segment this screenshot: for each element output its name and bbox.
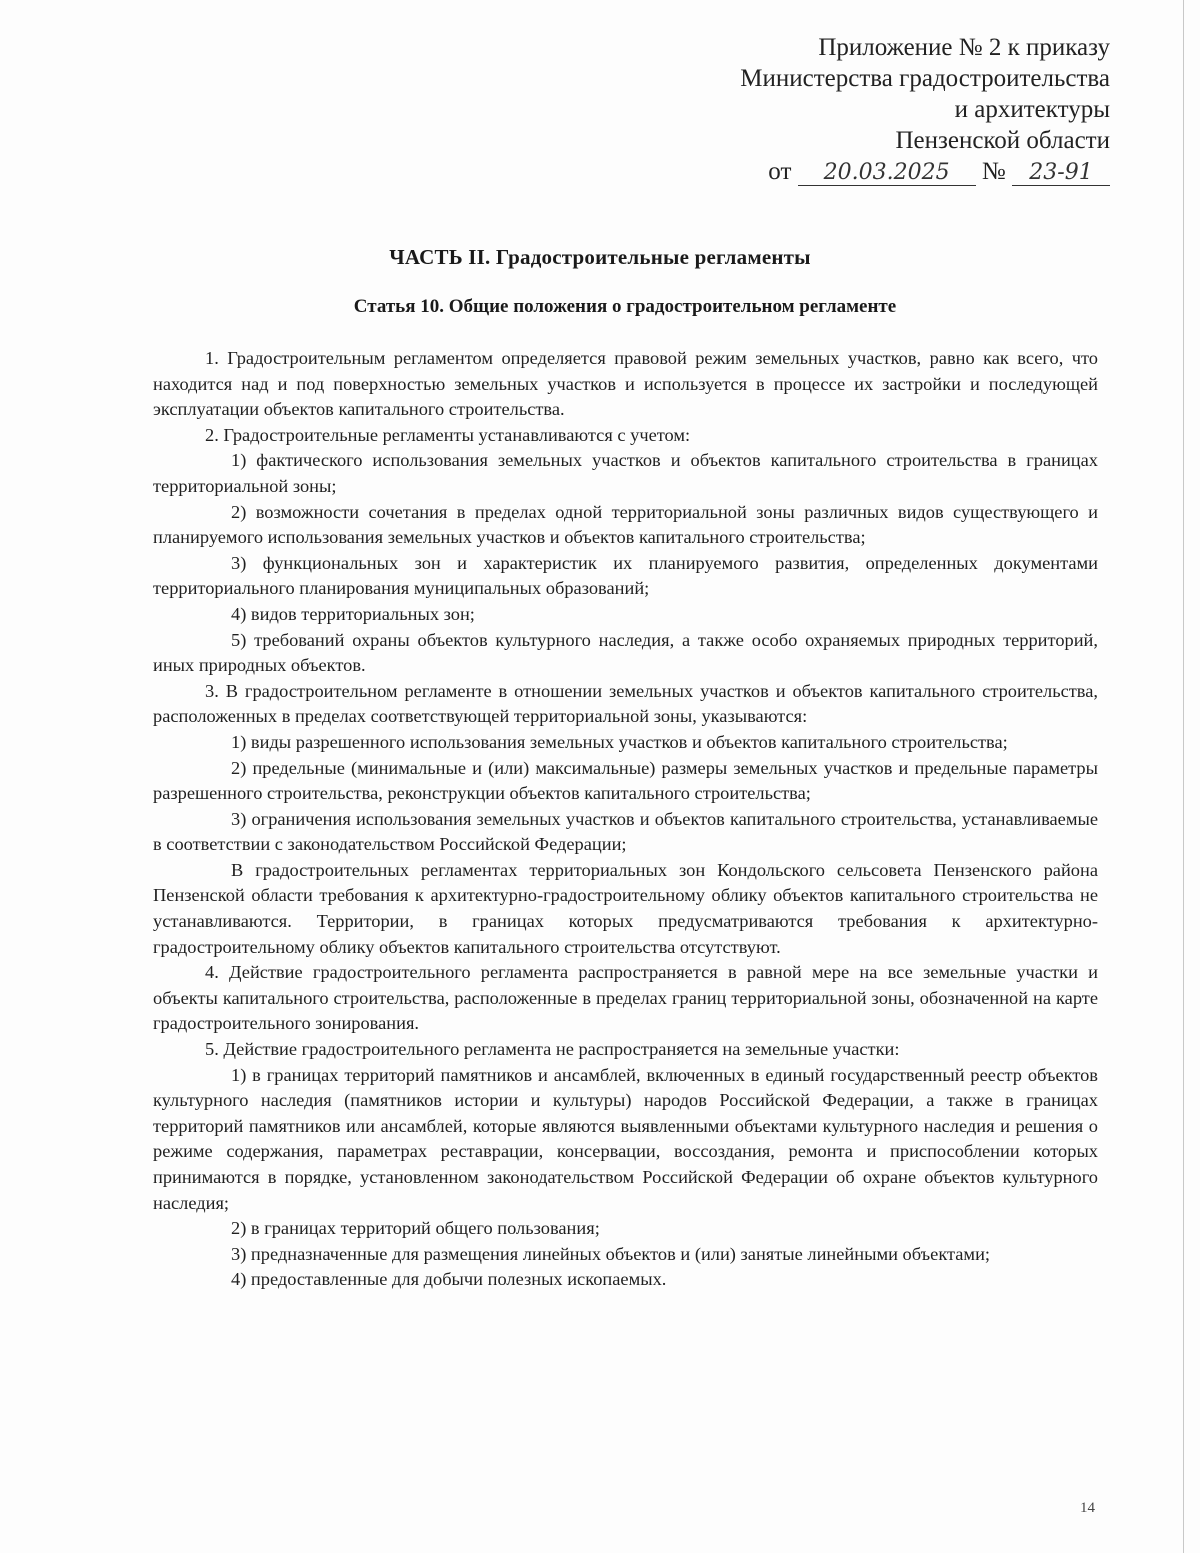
number-label: №: [981, 158, 1006, 185]
list-item: 4) видов территориальных зон;: [231, 603, 475, 624]
paragraph: 5. Действие градостроительного регламента не распространяется на земельные участки:: [205, 1039, 900, 1060]
page-edge-line: [1183, 0, 1184, 1553]
header-line-3: и архитектуры: [954, 96, 1110, 123]
list-item: 3) ограничения использования земельных участков и объектов капитального строительства, устанавливаемые в соответствии с законодательством Российской Федерации;: [153, 808, 1098, 855]
list-item: 3) предназначенные для размещения линейных объектов и (или) занятые линейными объектами;: [231, 1243, 991, 1264]
list-item: 1) в границах территорий памятников и ансамблей, включенных в единый государственный реестр объектов культурного наследия (памятников истории и культуры) народов Российской Федерации, а также в границах территорий памятников или ансамблей, которые являются выявленными объектами культурного наследия и решения о режиме содержания, параметрах реставрации, консервации, воссоздания, ремонта и приспособлении которых принимаются в порядке, установленном законодательством Российской Федерации об охране объектов культурного наследия;: [153, 1064, 1098, 1213]
header-date-number-line: [740, 156, 1110, 187]
list-item: 1) фактического использования земельных участков и объектов капитального строительства в границах территориальной зоны;: [153, 450, 1098, 496]
list-item: 2) возможности сочетания в пределах одной территориальной зоны различных видов существующего и планируемого использования земельных участков и объектов капитального строительства;: [153, 501, 1098, 548]
order-number: 23-91: [1012, 161, 1110, 186]
list-item: 2) предельные (минимальные и (или) максимальные) размеры земельных участков и предельные параметры разрешенного строительства, реконструкции объектов капитального строительства;: [153, 757, 1098, 804]
article-title: Статья 10. Общие положения о градостроительном регламенте: [353, 296, 897, 317]
paragraph: 4. Действие градостроительного регламента распространяется в равной мере на все земельные участки и объекты капитального строительства, расположенные в пределах границ территориальной зоны, обозначенной на карте градостроительного зонирования.: [153, 962, 1098, 1034]
header-line-1: Приложение № 2 к приказу: [818, 34, 1110, 61]
list-item: 3) функциональных зон и характеристик их планируемого развития, определенных документами территориального планирования муниципальных образований;: [153, 552, 1098, 599]
paragraph: 2. Градостроительные регламенты устанавливаются с учетом:: [205, 424, 691, 445]
order-date: 20.03.2025: [798, 161, 976, 186]
header-line-4: Пензенской области: [895, 127, 1110, 154]
list-item: 5) требований охраны объектов культурного наследия, а также особо охраняемых природных территорий, иных природных объектов.: [153, 629, 1098, 676]
list-item: 4) предоставленные для добычи полезных ископаемых.: [231, 1269, 667, 1290]
paragraph: 3. В градостроительном регламенте в отношении земельных участков и объектов капитального строительства, расположенных в пределах соответствующей территориальной зоны, указываются:: [153, 680, 1098, 727]
list-item: 1) виды разрешенного использования земельных участков и объектов капитального строительства;: [231, 731, 1008, 752]
document-body: [153, 346, 1098, 1293]
list-item: 2) в границах территорий общего пользования;: [231, 1218, 600, 1239]
paragraph: 1. Градостроительным регламентом определяется правовой режим земельных участков, равно как всего, что находится над и под поверхностью земельных участков и используется в процессе их застройки и последующей эксплуатации объектов капитального строительства.: [153, 348, 1098, 420]
header-line-2: Министерства градостроительства: [740, 65, 1110, 92]
from-label: от: [768, 158, 792, 185]
page-number: 14: [1080, 1500, 1095, 1516]
appendix-header: [740, 32, 1110, 187]
paragraph: В градостроительных регламентах территориальных зон Кондольского сельсовета Пензенского района Пензенской области требования к архитектурно-градостроительному облику объектов капитального строительства не устанавливаются. Территории, в границах которых предусматриваются требования к архитектурно-градостроительному облику объектов капитального строительства отсутствуют.: [153, 859, 1098, 957]
part-title: ЧАСТЬ II. Градостроительные регламенты: [389, 245, 811, 269]
